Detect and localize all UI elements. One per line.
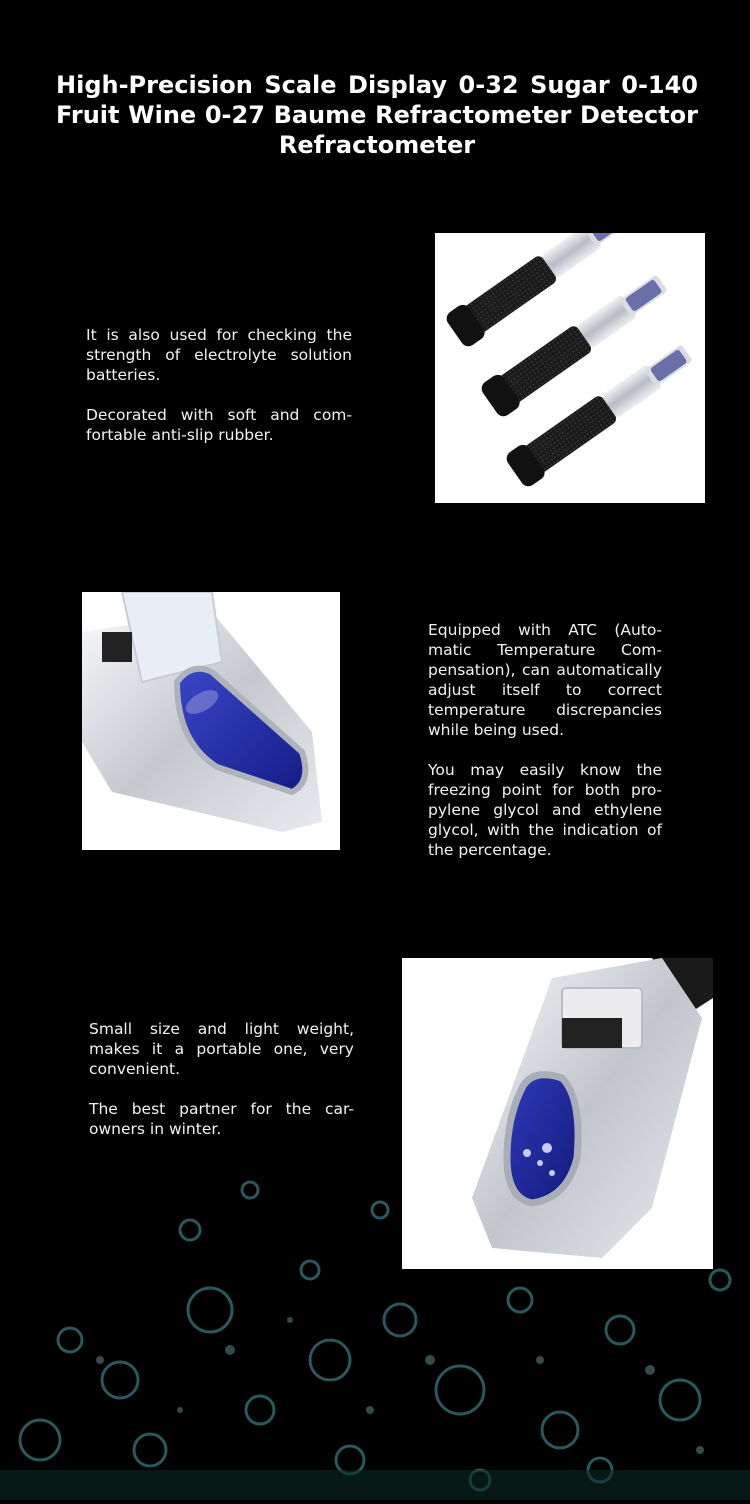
page-title: High-Precision Scale Display 0-32 Sugar 0-140 Fruit Wine 0-27 Baume Refractometer Detector Refractometer <box>56 71 698 159</box>
feature-paragraph: It is also used for checking the strength of electrolyte solution batteries. <box>86 326 352 384</box>
feature-text-2 <box>428 620 662 880</box>
feature-paragraph: Small size and light weight, makes it a portable one, very convenient. <box>89 1020 354 1078</box>
feature-paragraph: The best partner for the car-owners in winter. <box>89 1100 354 1138</box>
prism-with-droplets-photo <box>402 958 713 1269</box>
feature-text-3 <box>89 1019 354 1159</box>
feature-paragraph: Decorated with soft and comfortable anti-slip rubber. <box>86 406 352 444</box>
prism-closeup-photo <box>82 592 340 850</box>
three-refractometers-photo <box>435 233 705 503</box>
feature-paragraph: Equipped with ATC (Automatic Temperature Compensation), can automatically adjust itself to correct temperature discrepancies while being used. <box>428 621 662 739</box>
feature-text-1 <box>86 325 352 465</box>
feature-paragraph: You may easily know the freezing point for both propylene glycol and ethylene glycol, with the indication of the percentage. <box>428 761 662 859</box>
